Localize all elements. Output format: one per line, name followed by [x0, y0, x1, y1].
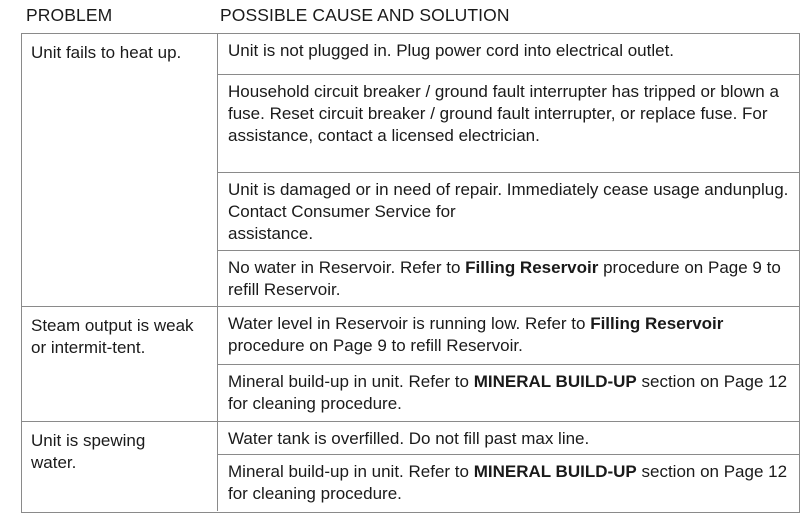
solution-text: Mineral build-up in unit. Refer to: [228, 462, 474, 481]
problem-cell: Steam output is weak or intermit-tent.: [31, 316, 194, 357]
table-row-group: [22, 422, 799, 511]
solution-text: section on Page 12 for cleaning procedure.: [228, 372, 788, 413]
solution-cell: [217, 422, 799, 454]
solutions-column: [217, 307, 799, 421]
problem-column-header: PROBLEM: [26, 5, 113, 25]
solution-text: Water tank is overfilled. Do not fill past max line.: [228, 429, 590, 448]
solutions-column: [217, 422, 799, 511]
problem-cell: Unit fails to heat up.: [31, 43, 182, 62]
solution-text: assistance.: [228, 224, 314, 243]
solution-cell: [217, 74, 799, 172]
solution-text: procedure on Page 9 to refill Reservoir.: [228, 258, 781, 299]
solution-text: procedure on Page 9 to refill Reservoir.: [228, 336, 523, 355]
solution-text: Unit is damaged or in need of repair. Immediately cease usage andunplug. Contact Consumer Service for: [228, 180, 789, 221]
solution-text: assistance, contact a licensed electrician.: [228, 126, 540, 145]
troubleshooting-table: [21, 33, 800, 513]
solution-cell: [217, 307, 799, 364]
solution-cell: [217, 34, 799, 74]
table-row-group: [22, 307, 799, 422]
cause-solution-column-header: POSSIBLE CAUSE AND SOLUTION: [220, 5, 510, 25]
solution-cell: [217, 454, 799, 511]
bold-reference-text: Filling Reservoir: [465, 258, 599, 277]
solution-text: Unit is not plugged in. Plug power cord into electrical outlet.: [228, 41, 675, 60]
solution-text: Water level in Reservoir is running low. Refer to: [228, 314, 591, 333]
solution-cell: [217, 364, 799, 422]
solution-cell: [217, 250, 799, 307]
solution-text: section on Page 12 for cleaning procedure.: [228, 462, 788, 503]
table-row-group: [22, 34, 799, 307]
solutions-column: [217, 34, 799, 306]
solution-text: Mineral build-up in unit. Refer to: [228, 372, 474, 391]
bold-reference-text: MINERAL BUILD-UP: [473, 462, 637, 481]
problem-cell: Unit is spewing water.: [31, 431, 146, 472]
solution-text: No water in Reservoir. Refer to: [228, 258, 466, 277]
solution-cell: [217, 172, 799, 250]
solution-text: Household circuit breaker / ground fault interrupter has tripped or blown a fuse. Reset circuit breaker / ground fault interrupter, or replace fuse. For: [228, 82, 779, 123]
bold-reference-text: MINERAL BUILD-UP: [473, 372, 637, 391]
bold-reference-text: Filling Reservoir: [590, 314, 724, 333]
